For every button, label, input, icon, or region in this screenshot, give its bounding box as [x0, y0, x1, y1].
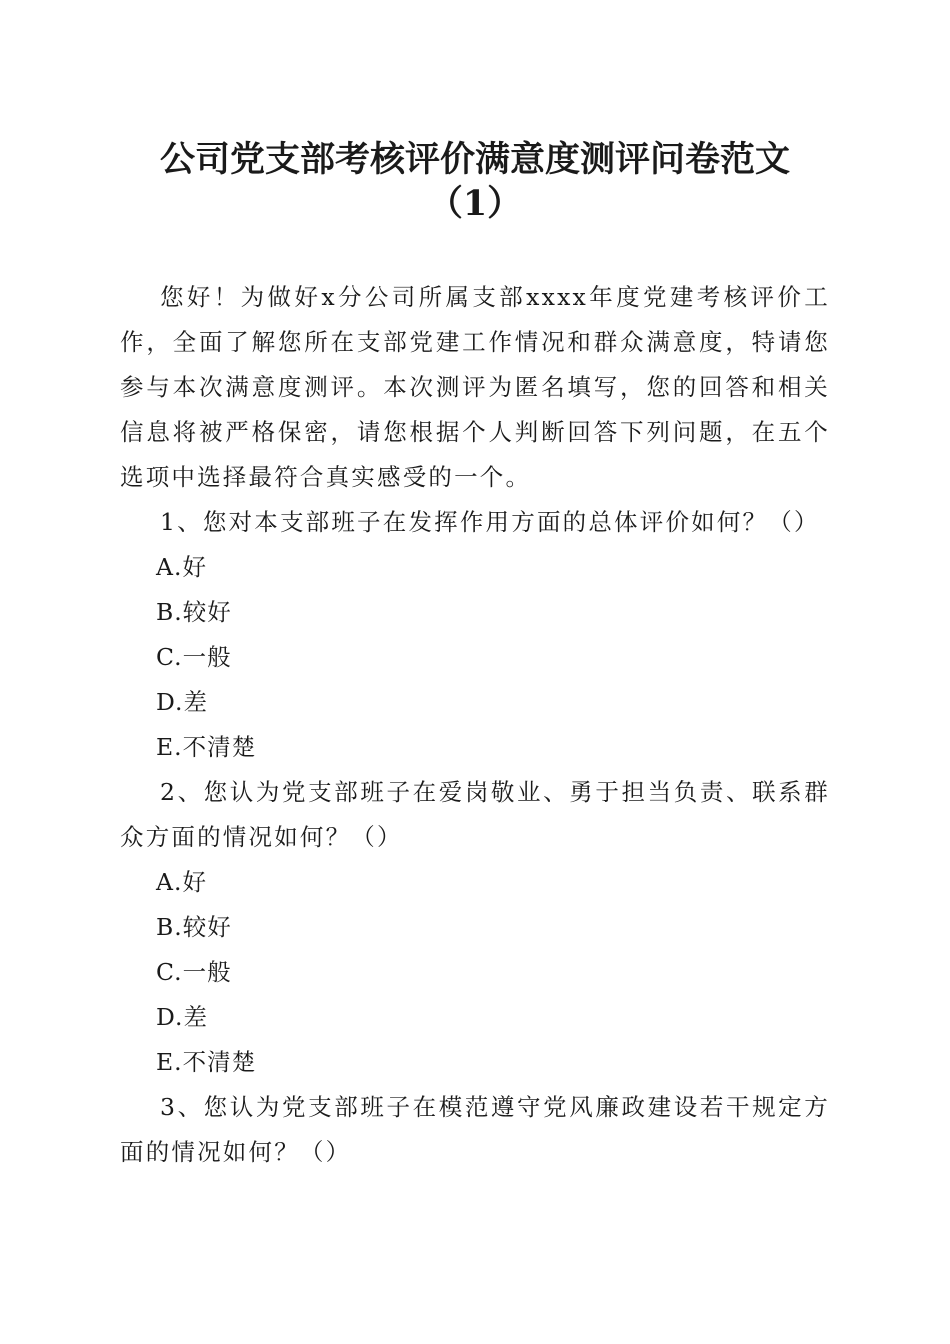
intro-paragraph: 您好！为做好x分公司所属支部xxxx年度党建考核评价工作，全面了解您所在支部党建工作情况和群众满意度，特请您参与本次满意度测评。本次测评为匿名填写，您的回答和相关信息将被严格保密，请您根据个人判断回答下列问题，在五个选项中选择最符合真实感受的一个。 — [120, 283, 830, 491]
question-3: 3、您认为党支部班子在模范遵守党风廉政建设若干规定方面的情况如何？（） — [120, 1093, 830, 1166]
question-1-option-e: E.不清楚 — [156, 733, 257, 761]
question-1-option-c: C.一般 — [156, 643, 232, 671]
document-body — [120, 275, 830, 1175]
question-2-option-b: B.较好 — [156, 913, 232, 941]
question-2-option-c: C.一般 — [156, 958, 232, 986]
document-title-number: （1） — [427, 183, 523, 224]
question-1-option-a: A.好 — [156, 553, 207, 581]
question-1-option-b: B.较好 — [156, 598, 232, 626]
question-1: 1、您对本支部班子在发挥作用方面的总体评价如何？（） — [160, 508, 820, 536]
document-title: 公司党支部考核评价满意度测评问卷范文 — [159, 139, 790, 180]
question-1-option-d: D.差 — [156, 688, 208, 716]
question-2: 2、您认为党支部班子在爱岗敬业、勇于担当负责、联系群众方面的情况如何？（） — [120, 778, 830, 851]
question-2-option-a: A.好 — [156, 868, 207, 896]
question-2-option-e: E.不清楚 — [156, 1048, 257, 1076]
question-2-option-d: D.差 — [156, 1003, 208, 1031]
